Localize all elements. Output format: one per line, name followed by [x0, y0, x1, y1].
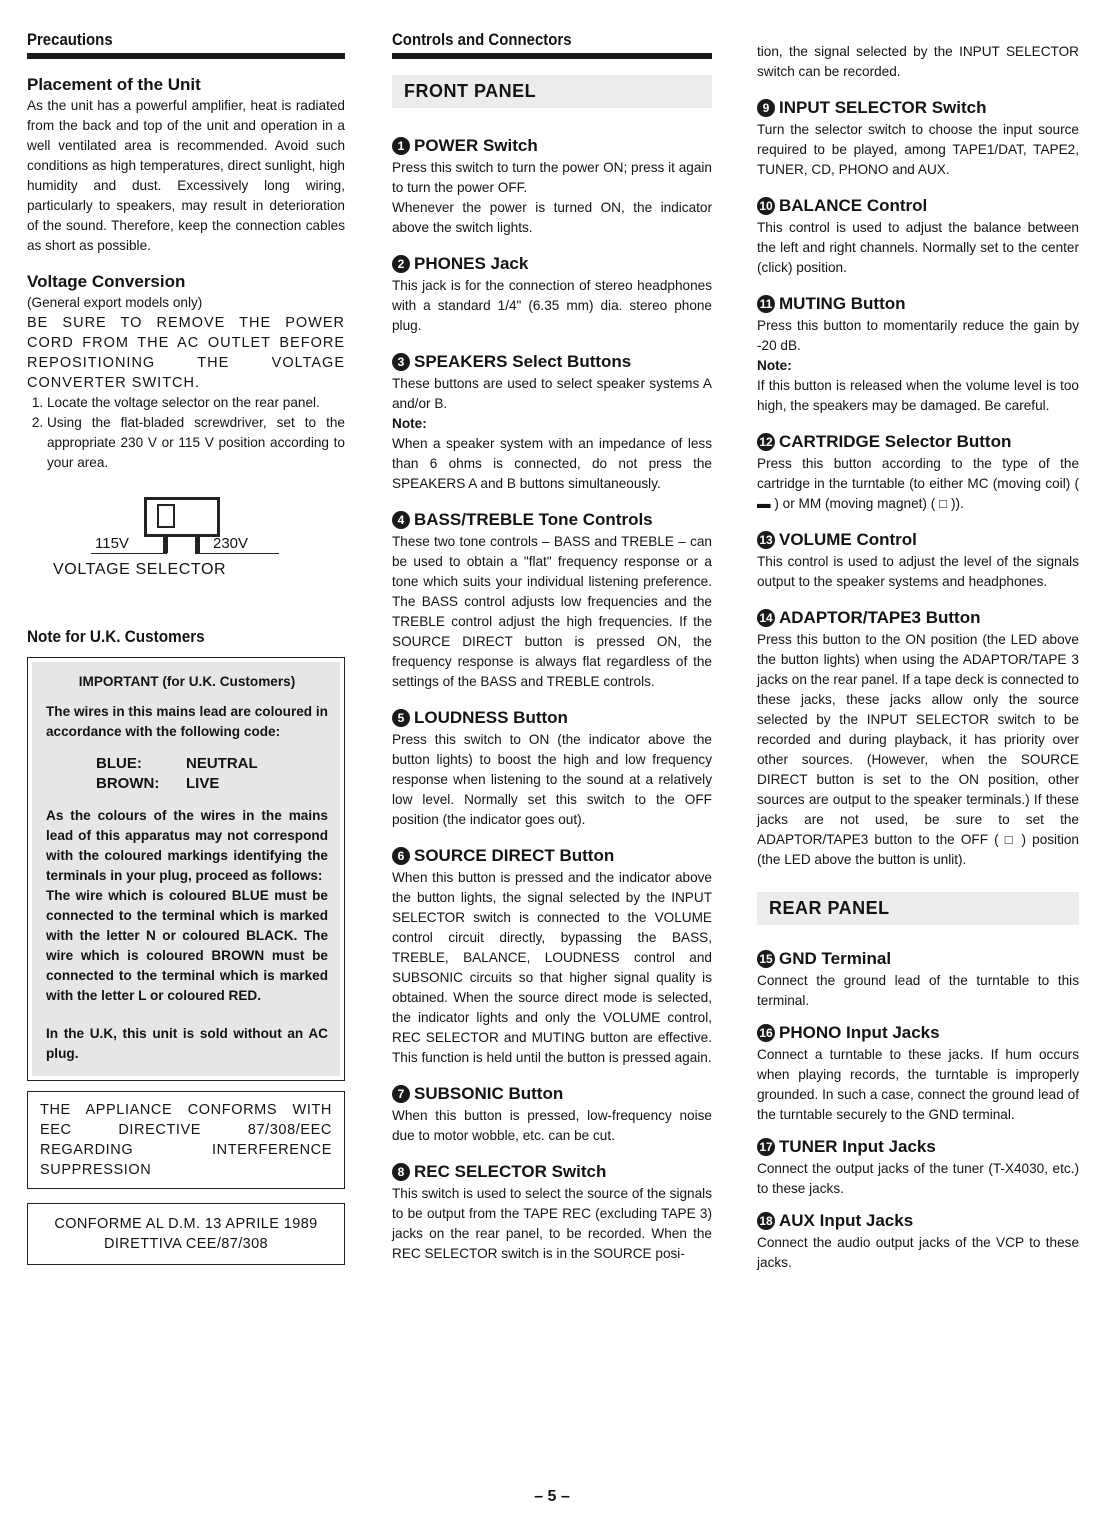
control-title: REC SELECTOR Switch: [414, 1162, 607, 1181]
uk-para2: The wire which is coloured BLUE must be connected to the terminal which is marked with the letter N or coloured BLACK. The wire which is coloured BROWN must be connected to the terminal which is marked with the letter L or coloured RED.: [46, 888, 328, 1003]
control-title: POWER Switch: [414, 136, 538, 155]
number-badge: 14: [757, 609, 775, 627]
connector-text: Connect the ground lead of the turntable to this terminal.: [757, 973, 1079, 1008]
voltage-step: 1. Locate the voltage selector on the rear panel.: [47, 393, 345, 413]
number-badge: 6: [392, 847, 410, 865]
note-label: Note:: [757, 358, 792, 373]
control-text: This switch is used to select the source of the signals to be output from the TAPE REC (excluding TAPE 3) jacks on the rear panel, to be recorded. When the REC SELECTOR switch is in the SOURCE posi-: [392, 1186, 712, 1261]
continued-text-block: [757, 42, 1079, 82]
number-badge: 17: [757, 1138, 775, 1156]
uk-heading: Note for U.K. Customers: [27, 627, 205, 646]
control-item-5: [392, 708, 712, 830]
control-item-10: [757, 196, 1079, 278]
control-item-6: [392, 846, 712, 1068]
number-badge: 18: [757, 1212, 775, 1230]
connector-item-15: [757, 949, 1079, 1011]
control-text: When this button is pressed, low-frequency noise due to motor wobble, etc. can be cut.: [392, 1108, 712, 1143]
control-item-1: [392, 136, 712, 238]
number-badge: 16: [757, 1024, 775, 1042]
precautions-column: [27, 30, 345, 1265]
voltage-steps: [27, 393, 345, 473]
note-label: Note:: [392, 416, 427, 431]
selector-line-left: [91, 553, 167, 554]
connector-title: GND Terminal: [779, 949, 892, 968]
selector-switch-knob: [157, 504, 175, 528]
number-badge: 13: [757, 531, 775, 549]
connector-title: PHONO Input Jacks: [779, 1023, 940, 1042]
voltage-sub: (General export models only): [27, 295, 203, 310]
control-text-2: Whenever the power is turned ON, the indicator above the switch lights.: [392, 200, 712, 235]
code-key: BLUE:: [96, 755, 142, 772]
controls-title: Controls and Connectors: [392, 30, 572, 49]
control-item-8: [392, 1162, 712, 1264]
connector-item-17: [757, 1137, 1079, 1199]
voltage-warning: BE SURE TO REMOVE THE POWER CORD FROM THE AC OUTLET BEFORE REPOSITIONING THE VOLTAGE CONVERTER SWITCH.: [27, 315, 345, 391]
control-text: Press this switch to turn the power ON; press it again to turn the power OFF.: [392, 160, 712, 195]
front-panel-heading: FRONT PANEL: [392, 75, 712, 108]
control-title: PHONES Jack: [414, 254, 529, 273]
control-text: This control is used to adjust the balance between the left and right channels. Normally set to the center (click) position.: [757, 220, 1079, 275]
number-badge: 12: [757, 433, 775, 451]
control-item-4: [392, 510, 712, 692]
continued-text: tion, the signal selected by the INPUT SELECTOR switch can be recorded.: [757, 44, 1079, 79]
control-text: Press this button to momentarily reduce the gain by -20 dB.: [757, 318, 1079, 353]
control-text: This jack is for the connection of stereo headphones with a standard 1/4" (6.35 mm) dia. stereo phone plug.: [392, 278, 712, 333]
selector-115v: 115V: [95, 535, 129, 552]
number-badge: 9: [757, 99, 775, 117]
wire-code-row: [96, 774, 328, 794]
connector-text: Connect the audio output jacks of the VCP to these jacks.: [757, 1235, 1079, 1270]
connector-item-16: [757, 1023, 1079, 1125]
number-badge: 3: [392, 353, 410, 371]
number-badge: 2: [392, 255, 410, 273]
code-value: NEUTRAL: [186, 755, 258, 772]
wire-code-row: [96, 754, 328, 774]
uk-para1: As the colours of the wires in the mains lead of this apparatus may not correspond with the coloured markings identifying the terminals in your plug, proceed as follows:: [46, 808, 328, 883]
control-item-2: [392, 254, 712, 336]
eec-text: THE APPLIANCE CONFORMS WITH EEC DIRECTIVE 87/308/EEC REGARDING INTERFERENCE SUPPRESSION: [40, 1102, 332, 1178]
control-text: This control is used to adjust the level of the signals output to the speaker systems and headphones.: [757, 554, 1079, 589]
rear-panel-heading: REAR PANEL: [757, 892, 1079, 925]
control-title: SOURCE DIRECT Button: [414, 846, 615, 865]
placement-text: As the unit has a powerful amplifier, heat is radiated from the back and top of the unit and operation in a well ventilated area is recommended. Avoid such conditions as high temperatures, direct sunlight, high humidity and dust. Excessively long wiring, particularly to speakers, may result in deterioration of the sound. Therefore, keep the connection cables as short as possible.: [27, 98, 345, 253]
control-item-11: [757, 294, 1079, 416]
connector-text: Connect the output jacks of the tuner (T-X4030, etc.) to these jacks.: [757, 1161, 1079, 1196]
dm-line1: CONFORME AL D.M. 13 APRILE 1989: [54, 1216, 318, 1232]
uk-para3: In the U.K, this unit is sold without an AC plug.: [46, 1026, 328, 1061]
code-value: LIVE: [186, 775, 220, 792]
page-number: – 5 –: [534, 1488, 570, 1505]
control-text: Press this button according to the type of the cartridge in the turntable (to either MC (moving coil) ( ▬ ) or MM (moving magnet) ( □ )).: [757, 456, 1079, 511]
control-text-2: When a speaker system with an impedance of less than 6 ohms is connected, do not press the SPEAKERS A and B buttons simultaneously.: [392, 436, 712, 491]
selector-switch-frame: [144, 497, 220, 537]
number-badge: 7: [392, 1085, 410, 1103]
control-text: Press this switch to ON (the indicator above the button lights) to boost the high and low frequency response when listening to the sound at a relatively low level. Normally set this switch to the OFF position (the indicator goes out).: [392, 732, 712, 827]
control-item-12: [757, 432, 1079, 514]
selector-230v: 230V: [213, 535, 249, 552]
uk-inner: [32, 662, 340, 1076]
control-text: Press this button to the ON position (the LED above the button lights) when using the ADAPTOR/TAPE 3 jacks on the rear panel. If a tape deck is connected to these jacks, these jacks allow only the source selected by the INPUT SELECTOR switch to be recorded and during playback, it has priority over other sources. (However, when the SOURCE DIRECT button is set to the ON position, other sources are output to the speaker terminals.) If these jacks are not used, be sure to set the ADAPTOR/TAPE3 button to the OFF ( □ ) position (the LED above the button is unlit).: [757, 632, 1079, 867]
control-title: INPUT SELECTOR Switch: [779, 98, 987, 117]
control-title: CARTRIDGE Selector Button: [779, 432, 1012, 451]
selector-tick-right: [195, 537, 200, 553]
uk-important-title: IMPORTANT (for U.K. Customers): [78, 674, 296, 689]
control-item-9: [757, 98, 1079, 180]
placement-section: [27, 75, 345, 256]
connector-title: AUX Input Jacks: [779, 1211, 914, 1230]
wire-code-table: [96, 754, 328, 794]
connector-item-18: [757, 1211, 1079, 1273]
control-item-14: [757, 608, 1079, 870]
control-text: These buttons are used to select speaker systems A and/or B.: [392, 376, 712, 411]
control-title: MUTING Button: [779, 294, 906, 313]
control-text: These two tone controls – BASS and TREBLE – can be used to obtain a "flat" frequency response or a tone which suits your individual listening preference. The BASS control adjusts low frequencies and the TREBLE control adjust the high frequencies. If the SOURCE DIRECT button is pressed ON, the frequency response is always flat regardless of the settings of the BASS and TREBLE controls.: [392, 534, 712, 689]
eec-notice: [27, 1091, 345, 1189]
voltage-step: 2. Using the flat-bladed screwdriver, set to the appropriate 230 V or 115 V position according to your area.: [47, 413, 345, 473]
voltage-section: [27, 272, 345, 473]
title-rule: [392, 53, 712, 59]
number-badge: 11: [757, 295, 775, 313]
voltage-heading: Voltage Conversion: [27, 272, 186, 291]
number-badge: 15: [757, 950, 775, 968]
control-item-13: [757, 530, 1079, 592]
control-title: LOUDNESS Button: [414, 708, 568, 727]
control-title: BALANCE Control: [779, 196, 928, 215]
number-badge: 4: [392, 511, 410, 529]
number-badge: 10: [757, 197, 775, 215]
control-text: When this button is pressed and the indicator above the button lights, the signal selected by the INPUT SELECTOR switch is connected to the VOLUME control circuit directly, bypassing the BASS, TREBLE, BALANCE, LOUDNESS control and SUBSONIC circuits so that higher signal quality is obtained. When the source direct mode is selected, the indicator lights and only the VOLUME control, REC SELECTOR and MUTING button are effective. This function is held until the button is pressed again.: [392, 870, 712, 1065]
controls-column: [392, 30, 712, 1280]
uk-important-box: [27, 657, 345, 1081]
code-key: BROWN:: [96, 775, 160, 792]
number-badge: 1: [392, 137, 410, 155]
connector-text: Connect a turntable to these jacks. If hum occurs when playing records, the turntable is improperly grounded. In such a case, connect the ground lead of the turntable securely to the GND terminal.: [757, 1047, 1079, 1122]
control-item-3: [392, 352, 712, 494]
selector-line-right: [195, 553, 279, 554]
control-text-2: If this button is released when the volume level is too high, the speakers may be damaged. Be careful.: [757, 378, 1079, 413]
placement-heading: Placement of the Unit: [27, 75, 201, 94]
connector-title: TUNER Input Jacks: [779, 1137, 936, 1156]
uk-intro: The wires in this mains lead are coloured in accordance with the following code:: [46, 704, 328, 739]
control-title: ADAPTOR/TAPE3 Button: [779, 608, 981, 627]
precautions-title: Precautions: [27, 30, 113, 49]
control-title: VOLUME Control: [779, 530, 917, 549]
control-title: BASS/TREBLE Tone Controls: [414, 510, 653, 529]
number-badge: 8: [392, 1163, 410, 1181]
control-text: Turn the selector switch to choose the input source required to be played, among TAPE1/DAT, TAPE2, TUNER, CD, PHONO and AUX.: [757, 122, 1079, 177]
dm-line2: DIRETTIVA CEE/87/308: [103, 1236, 269, 1252]
voltage-selector-diagram: [27, 497, 345, 587]
title-rule: [27, 53, 345, 59]
controls-column-continued: [757, 42, 1079, 1273]
control-title: SPEAKERS Select Buttons: [414, 352, 632, 371]
control-item-7: [392, 1084, 712, 1146]
dm-notice: [27, 1203, 345, 1265]
control-title: SUBSONIC Button: [414, 1084, 564, 1103]
number-badge: 5: [392, 709, 410, 727]
selector-tick-left: [163, 537, 168, 553]
selector-caption: VOLTAGE SELECTOR: [53, 561, 227, 578]
